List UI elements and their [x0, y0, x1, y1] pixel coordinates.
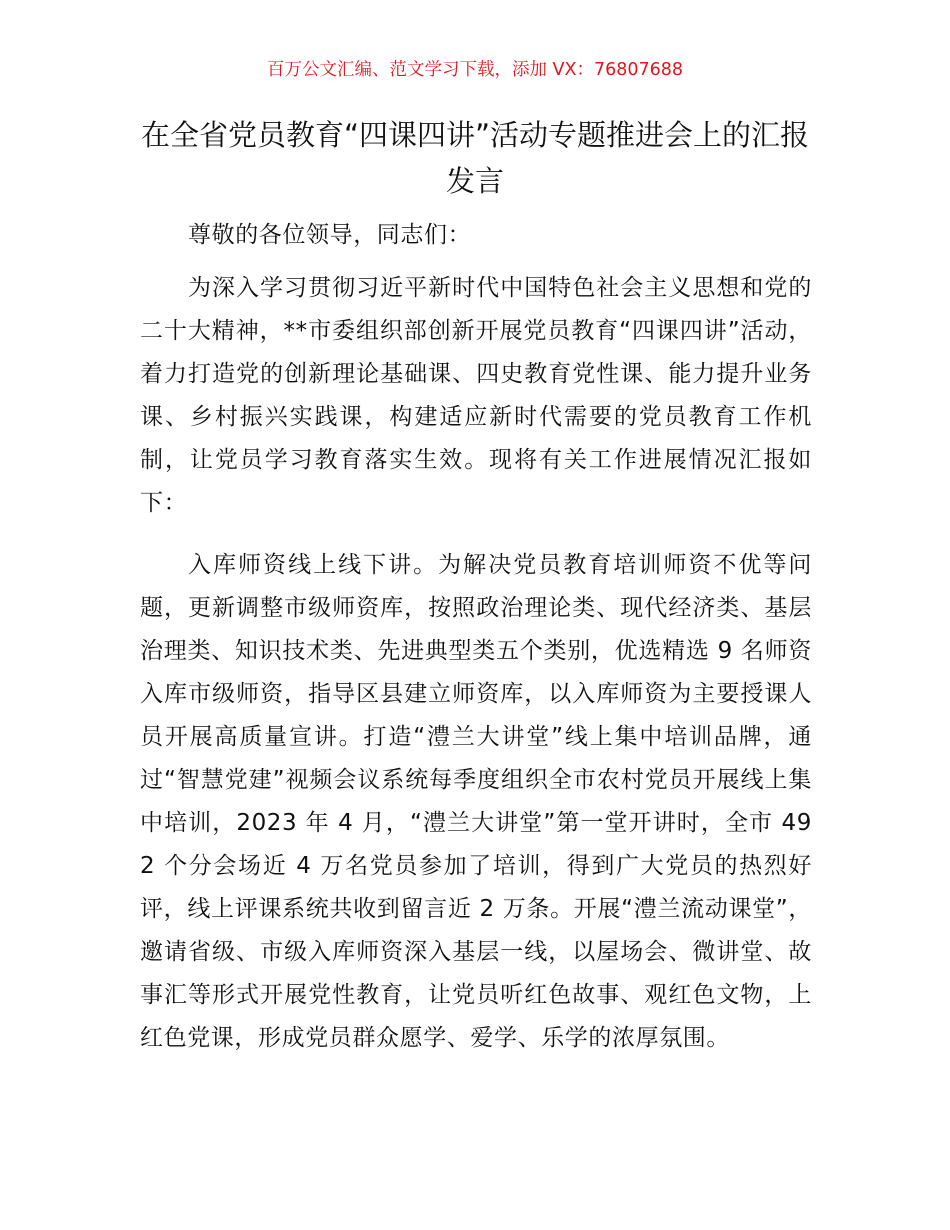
watermark-header: 百万公文汇编、范文学习下载，添加 VX：76807688	[266, 60, 684, 80]
paragraph-intro: 为深入学习贯彻习近平新时代中国特色社会主义思想和党的二十大精神，**市委组织部创新开展党员教育“四课四讲”活动，着力打造党的创新理论基础课、四史教育党性课、能力提升业务课、乡村振兴实践课，构建适应新时代需要的党员教育工作机制，让党员学习教育落实生效。现将有关工作进展情况汇报如下：	[140, 275, 812, 516]
document-title: 在全省党员教育“四课四讲”活动专题推进会上的汇报发言	[140, 118, 810, 198]
document-body	[140, 214, 812, 1060]
paragraph-teachers: 入库师资线上线下讲。为解决党员教育培训师资不优等问题，更新调整市级师资库，按照政治理论类、现代经济类、基层治理类、知识技术类、先进典型类五个类别，优选精选 9 名师资入库市级师资，指导区县建立师资库，以入库师资为主要授课人员开展高质量宣讲。打造“澧兰大讲堂”线上集中培训品牌，通过“智慧党建”视频会议系统每季度组织全市农村党员开展线上集中培训，2023 年 4 月，“澧兰大讲堂”第一堂开讲时，全市 492 个分会场近 4 万名党员参加了培训，得到广大党员的热烈好评，线上评课系统共收到留言近 2 万条。开展“澧兰流动课堂”，邀请省级、市级入库师资深入基层一线，以屋场会、微讲堂、故事汇等形式开展党性教育，让党员听红色故事、观红色文物，上红色党课，形成党员群众愿学、爱学、乐学的浓厚氛围。	[140, 552, 812, 1051]
salutation: 尊敬的各位领导，同志们：	[188, 222, 472, 248]
